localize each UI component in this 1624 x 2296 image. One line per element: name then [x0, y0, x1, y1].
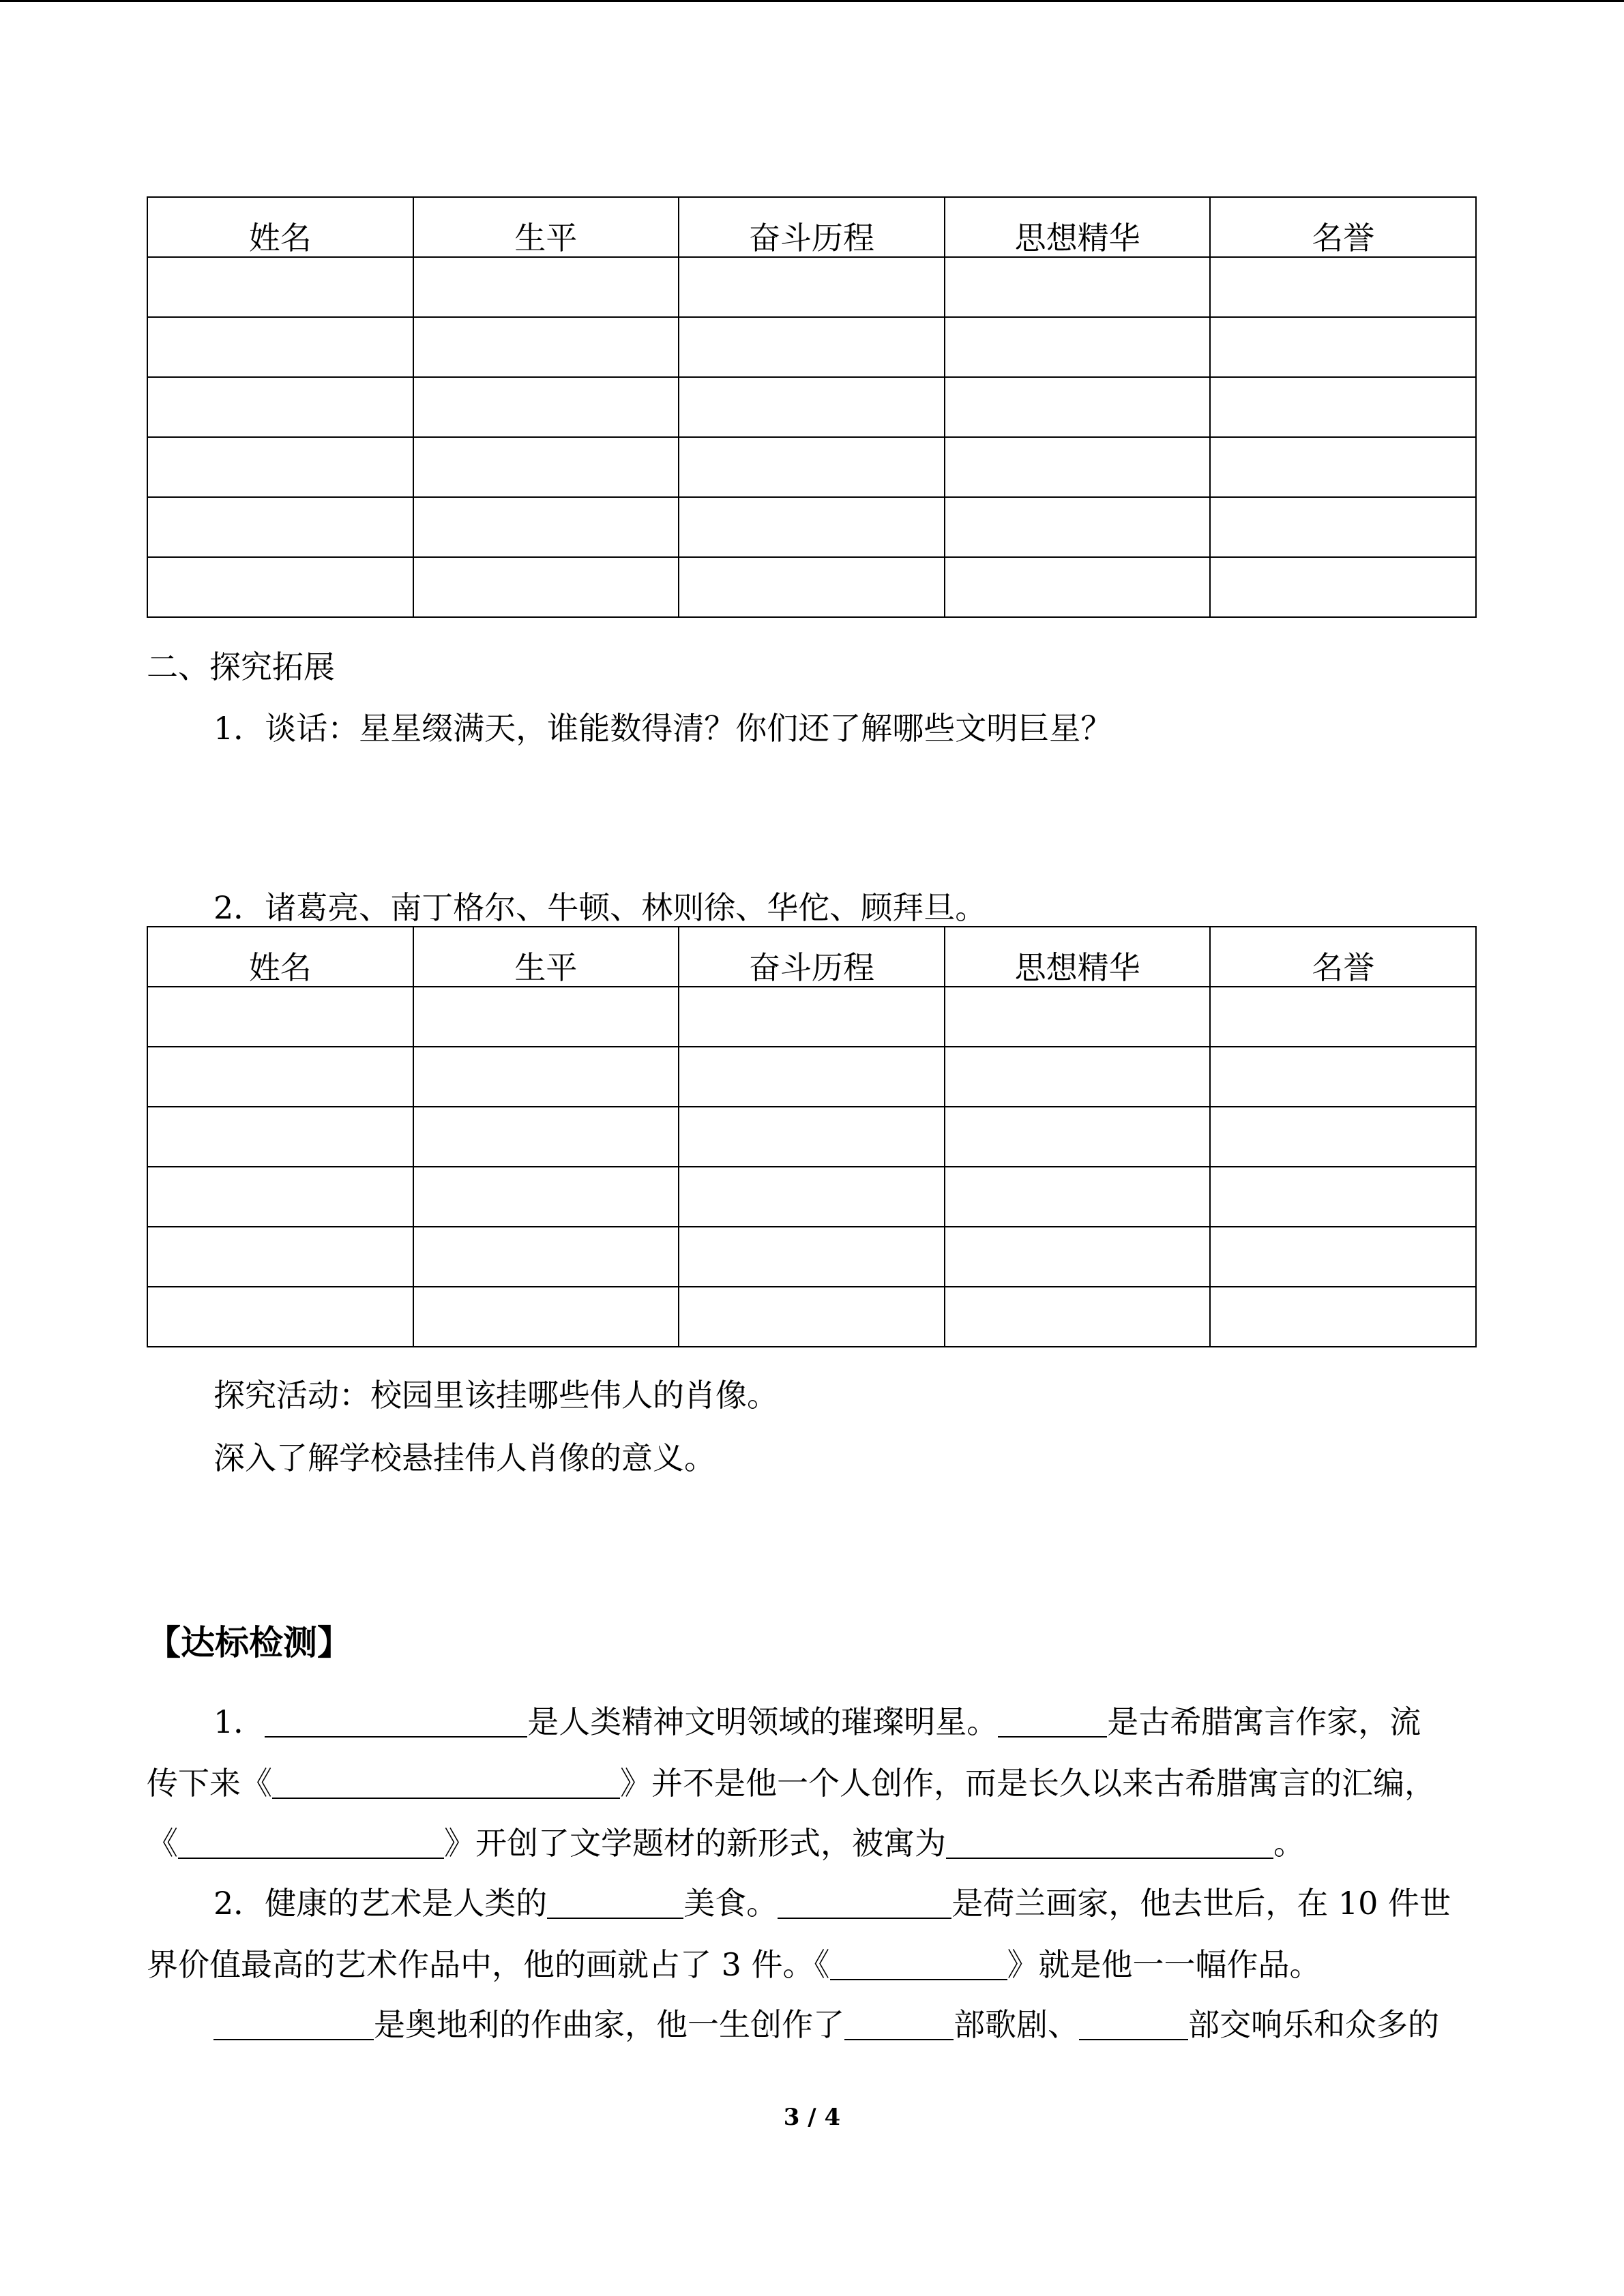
header-thought-label: 思想精华: [1014, 220, 1140, 256]
table-cell[interactable]: [945, 987, 1211, 1047]
table-cell[interactable]: [413, 557, 679, 617]
table-figures-2: [147, 926, 1477, 1347]
table-row: [147, 317, 1476, 377]
table-cell[interactable]: [413, 437, 679, 497]
table-cell[interactable]: [1210, 1167, 1476, 1227]
table-cell[interactable]: [679, 1287, 945, 1347]
table-row: [147, 1107, 1476, 1167]
discussion-prompt: 1．谈话：星星缀满天，谁能数得清？你们还了解哪些文明巨星？: [213, 710, 1112, 747]
test-heading: 【达标检测】: [147, 1623, 351, 1663]
header-name-label: 姓名: [248, 949, 312, 986]
question-3-line-1: [213, 2006, 1439, 2043]
table-cell[interactable]: [945, 497, 1211, 557]
question-text: 是古希腊寓言作家，流: [1107, 1703, 1421, 1740]
table-cell[interactable]: [1210, 1047, 1476, 1107]
question-text: 部交响乐和众多的: [1188, 2006, 1439, 2043]
table-cell[interactable]: [1210, 1227, 1476, 1287]
table-cell[interactable]: [147, 987, 413, 1047]
question-1-line-2: [147, 1765, 1436, 1802]
question-number: 1．: [213, 1703, 265, 1740]
table-cell[interactable]: [945, 1047, 1211, 1107]
table-cell[interactable]: [945, 257, 1211, 317]
table-cell[interactable]: [413, 1287, 679, 1347]
header-struggle: [679, 197, 945, 257]
table-cell[interactable]: [1210, 497, 1476, 557]
table-cell[interactable]: [679, 377, 945, 437]
question-text: 传下来《: [147, 1765, 272, 1802]
table-row: [147, 1227, 1476, 1287]
answer-blank[interactable]: [778, 1888, 951, 1919]
header-name-label: 姓名: [248, 220, 312, 256]
table-cell[interactable]: [147, 1287, 413, 1347]
table-cell[interactable]: [1210, 987, 1476, 1047]
table-cell[interactable]: [1210, 317, 1476, 377]
table-cell[interactable]: [413, 377, 679, 437]
table-cell[interactable]: [679, 1227, 945, 1287]
header-thought-label: 思想精华: [1014, 949, 1140, 986]
table-row: [147, 377, 1476, 437]
table-cell[interactable]: [679, 987, 945, 1047]
table-cell[interactable]: [945, 437, 1211, 497]
question-2-line-1: [213, 1885, 1451, 1922]
meaning-text: 深入了解学校悬挂伟人肖像的意义。: [213, 1440, 715, 1476]
question-1-line-3: [147, 1825, 1305, 1862]
figures-list: 2．诸葛亮、南丁格尔、牛顿、林则徐、华佗、顾拜旦。: [213, 889, 987, 926]
question-1-line-1: [213, 1703, 1421, 1740]
table-cell[interactable]: [147, 257, 413, 317]
table-cell[interactable]: [147, 1167, 413, 1227]
header-struggle-label: 奋斗历程: [748, 949, 874, 986]
table-cell[interactable]: [945, 1287, 1211, 1347]
table-cell[interactable]: [679, 557, 945, 617]
section-title: 二、探究拓展: [147, 648, 335, 685]
answer-blank[interactable]: [265, 1706, 527, 1738]
table-cell[interactable]: [1210, 1107, 1476, 1167]
table-cell[interactable]: [679, 317, 945, 377]
table-cell[interactable]: [945, 1167, 1211, 1227]
header-life-label: 生平: [514, 220, 578, 256]
table-figures-1: [147, 196, 1477, 618]
table-cell[interactable]: [147, 377, 413, 437]
table-cell[interactable]: [147, 1107, 413, 1167]
table-cell[interactable]: [679, 437, 945, 497]
table-cell[interactable]: [679, 1167, 945, 1227]
header-honor: [1210, 927, 1476, 987]
header-thought: [945, 927, 1211, 987]
table-row: [147, 1167, 1476, 1227]
table-cell[interactable]: [679, 257, 945, 317]
table-row: [147, 1047, 1476, 1107]
table-cell[interactable]: [945, 557, 1211, 617]
question-text: 2．健康的艺术是人类的: [213, 1885, 548, 1922]
table-header-row: [147, 197, 1476, 257]
table-row: [147, 557, 1476, 617]
table-cell[interactable]: [945, 1107, 1211, 1167]
table-header-row: [147, 927, 1476, 987]
answer-blank[interactable]: [998, 1706, 1107, 1738]
table-cell[interactable]: [1210, 257, 1476, 317]
question-text: 是奥地利的作曲家，他一生创作了: [374, 2006, 844, 2043]
header-life: [413, 927, 679, 987]
table-cell[interactable]: [413, 987, 679, 1047]
table-cell[interactable]: [147, 1227, 413, 1287]
header-name: [147, 927, 413, 987]
header-life-label: 生平: [514, 949, 578, 986]
header-honor-label: 名誉: [1312, 220, 1375, 256]
answer-blank[interactable]: [547, 1888, 683, 1919]
table-cell[interactable]: [1210, 557, 1476, 617]
table-row: [147, 987, 1476, 1047]
table-cell[interactable]: [147, 317, 413, 377]
answer-blank[interactable]: [830, 1949, 1007, 1980]
table-cell[interactable]: [147, 557, 413, 617]
question-text: 《: [147, 1825, 178, 1862]
table-cell[interactable]: [1210, 1287, 1476, 1347]
table-cell[interactable]: [413, 497, 679, 557]
table-cell[interactable]: [679, 1107, 945, 1167]
table-cell[interactable]: [147, 1047, 413, 1107]
header-life: [413, 197, 679, 257]
question-text: 》开创了文学题材的新形式，被寓为: [444, 1825, 946, 1862]
table-row: [147, 1287, 1476, 1347]
table-cell[interactable]: [413, 1047, 679, 1107]
table-cell[interactable]: [147, 437, 413, 497]
header-thought: [945, 197, 1211, 257]
top-border-line: [0, 0, 1624, 2]
table-cell[interactable]: [413, 257, 679, 317]
table-cell[interactable]: [945, 317, 1211, 377]
header-struggle: [679, 927, 945, 987]
answer-blank[interactable]: [213, 2009, 374, 2040]
table-cell[interactable]: [1210, 437, 1476, 497]
header-honor-label: 名誉: [1312, 949, 1375, 986]
table-row: [147, 437, 1476, 497]
question-text: 美食。: [683, 1885, 778, 1922]
question-text: 是荷兰画家，他去世后，在 10 件世: [951, 1885, 1451, 1922]
question-text: 。: [1273, 1825, 1305, 1862]
question-text: 》并不是他一个人创作，而是长久以来古希腊寓言的汇编，: [620, 1765, 1436, 1802]
question-text: 》就是他一一幅作品。: [1007, 1946, 1321, 1983]
page-number: 3 / 4: [783, 2104, 841, 2131]
answer-blank[interactable]: [272, 1768, 620, 1799]
header-name: [147, 197, 413, 257]
table-cell[interactable]: [413, 317, 679, 377]
table-cell[interactable]: [413, 1227, 679, 1287]
answer-blank[interactable]: [946, 1828, 1273, 1859]
table-row: [147, 257, 1476, 317]
header-struggle-label: 奋斗历程: [748, 220, 874, 256]
table-cell[interactable]: [147, 497, 413, 557]
table-cell[interactable]: [679, 1047, 945, 1107]
table-cell[interactable]: [945, 377, 1211, 437]
table-cell[interactable]: [679, 497, 945, 557]
answer-blank[interactable]: [844, 2009, 954, 2040]
question-2-line-2: [147, 1946, 1321, 1983]
table-cell[interactable]: [413, 1107, 679, 1167]
answer-blank[interactable]: [178, 1828, 444, 1859]
table-row: [147, 497, 1476, 557]
table-cell[interactable]: [413, 1167, 679, 1227]
answer-blank[interactable]: [1079, 2009, 1188, 2040]
question-text: 是人类精神文明领域的璀璨明星。: [527, 1703, 999, 1740]
table-cell[interactable]: [945, 1227, 1211, 1287]
activity-text: 探究活动：校园里该挂哪些伟人的肖像。: [213, 1377, 778, 1414]
table-cell[interactable]: [1210, 377, 1476, 437]
question-text: 界价值最高的艺术作品中，他的画就占了 3 件。《: [147, 1946, 830, 1983]
header-honor: [1210, 197, 1476, 257]
question-text: 部歌剧、: [954, 2006, 1079, 2043]
